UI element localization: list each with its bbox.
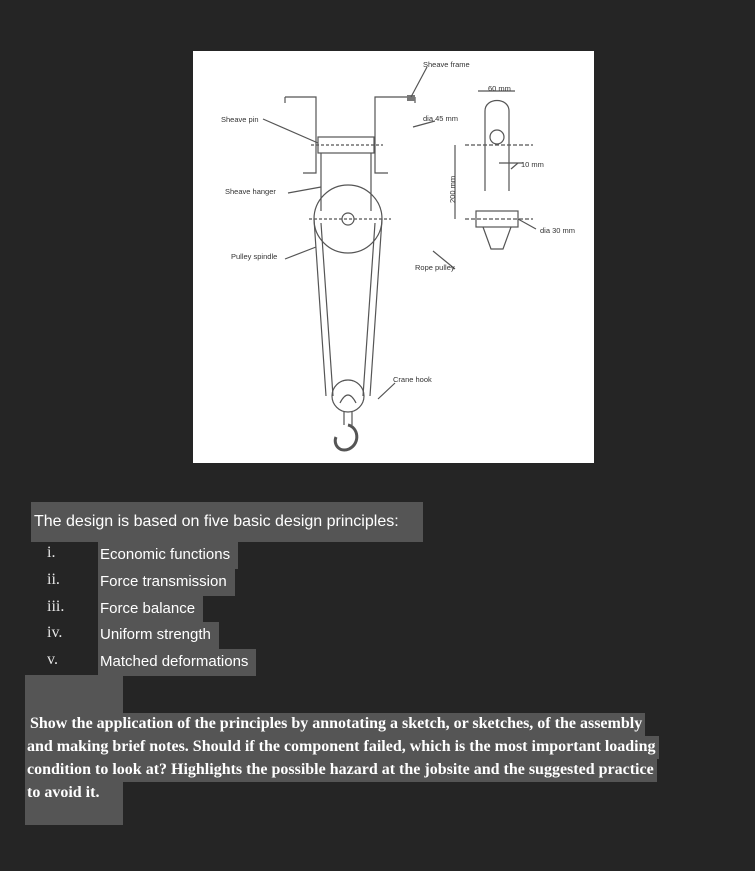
label-pulley-spindle: Pulley spindle: [231, 252, 278, 261]
rope-left: [314, 219, 333, 396]
label-60mm: 60 mm: [488, 84, 511, 93]
list-text: Force balance: [98, 596, 203, 623]
list-numeral: ii.: [47, 571, 60, 588]
pulley-assembly-drawing: [193, 51, 594, 463]
label-crane-hook: Crane hook: [393, 375, 432, 384]
list-text: Economic functions: [98, 542, 238, 569]
rope-right: [363, 219, 382, 396]
list-numeral: v.: [47, 651, 58, 668]
label-rope-pulley: Rope pulley: [415, 263, 455, 272]
lower-block: [332, 380, 364, 412]
question-line: condition to look at? Highlights the possible hazard at the jobsite and the suggested practice: [25, 759, 657, 782]
question-line: Show the application of the principles by annotating a sketch, or sketches, of the assembly: [28, 713, 645, 736]
label-dia-45: dia 45 mm: [423, 114, 459, 123]
label-sheave-frame: Sheave frame: [423, 60, 470, 69]
list-text: Uniform strength: [98, 622, 219, 649]
list-numeral: iv.: [47, 624, 63, 641]
list-text: Force transmission: [98, 569, 235, 596]
list-numeral: i.: [47, 544, 56, 561]
list-numeral: iii.: [47, 598, 65, 615]
label-10mm: 10 mm: [521, 160, 544, 169]
label-200mm: 200 mm: [448, 175, 457, 203]
hook-icon: [335, 425, 357, 450]
pulley-assembly-figure: [193, 51, 594, 463]
question-line: and making brief notes. Should if the component failed, which is the most important loading: [25, 736, 659, 759]
sheave-hanger: [321, 153, 371, 211]
list-text: Matched deformations: [98, 649, 256, 676]
intro-text: The design is based on five basic design principles:: [31, 502, 423, 542]
label-dia-30: dia 30 mm: [540, 226, 576, 235]
section-hanger: [485, 111, 509, 191]
label-sheave-pin: Sheave pin: [221, 115, 259, 124]
question-line: to avoid it.: [25, 782, 102, 805]
label-sheave-hanger: Sheave hanger: [225, 187, 276, 196]
frame-right-angle: [375, 97, 415, 173]
